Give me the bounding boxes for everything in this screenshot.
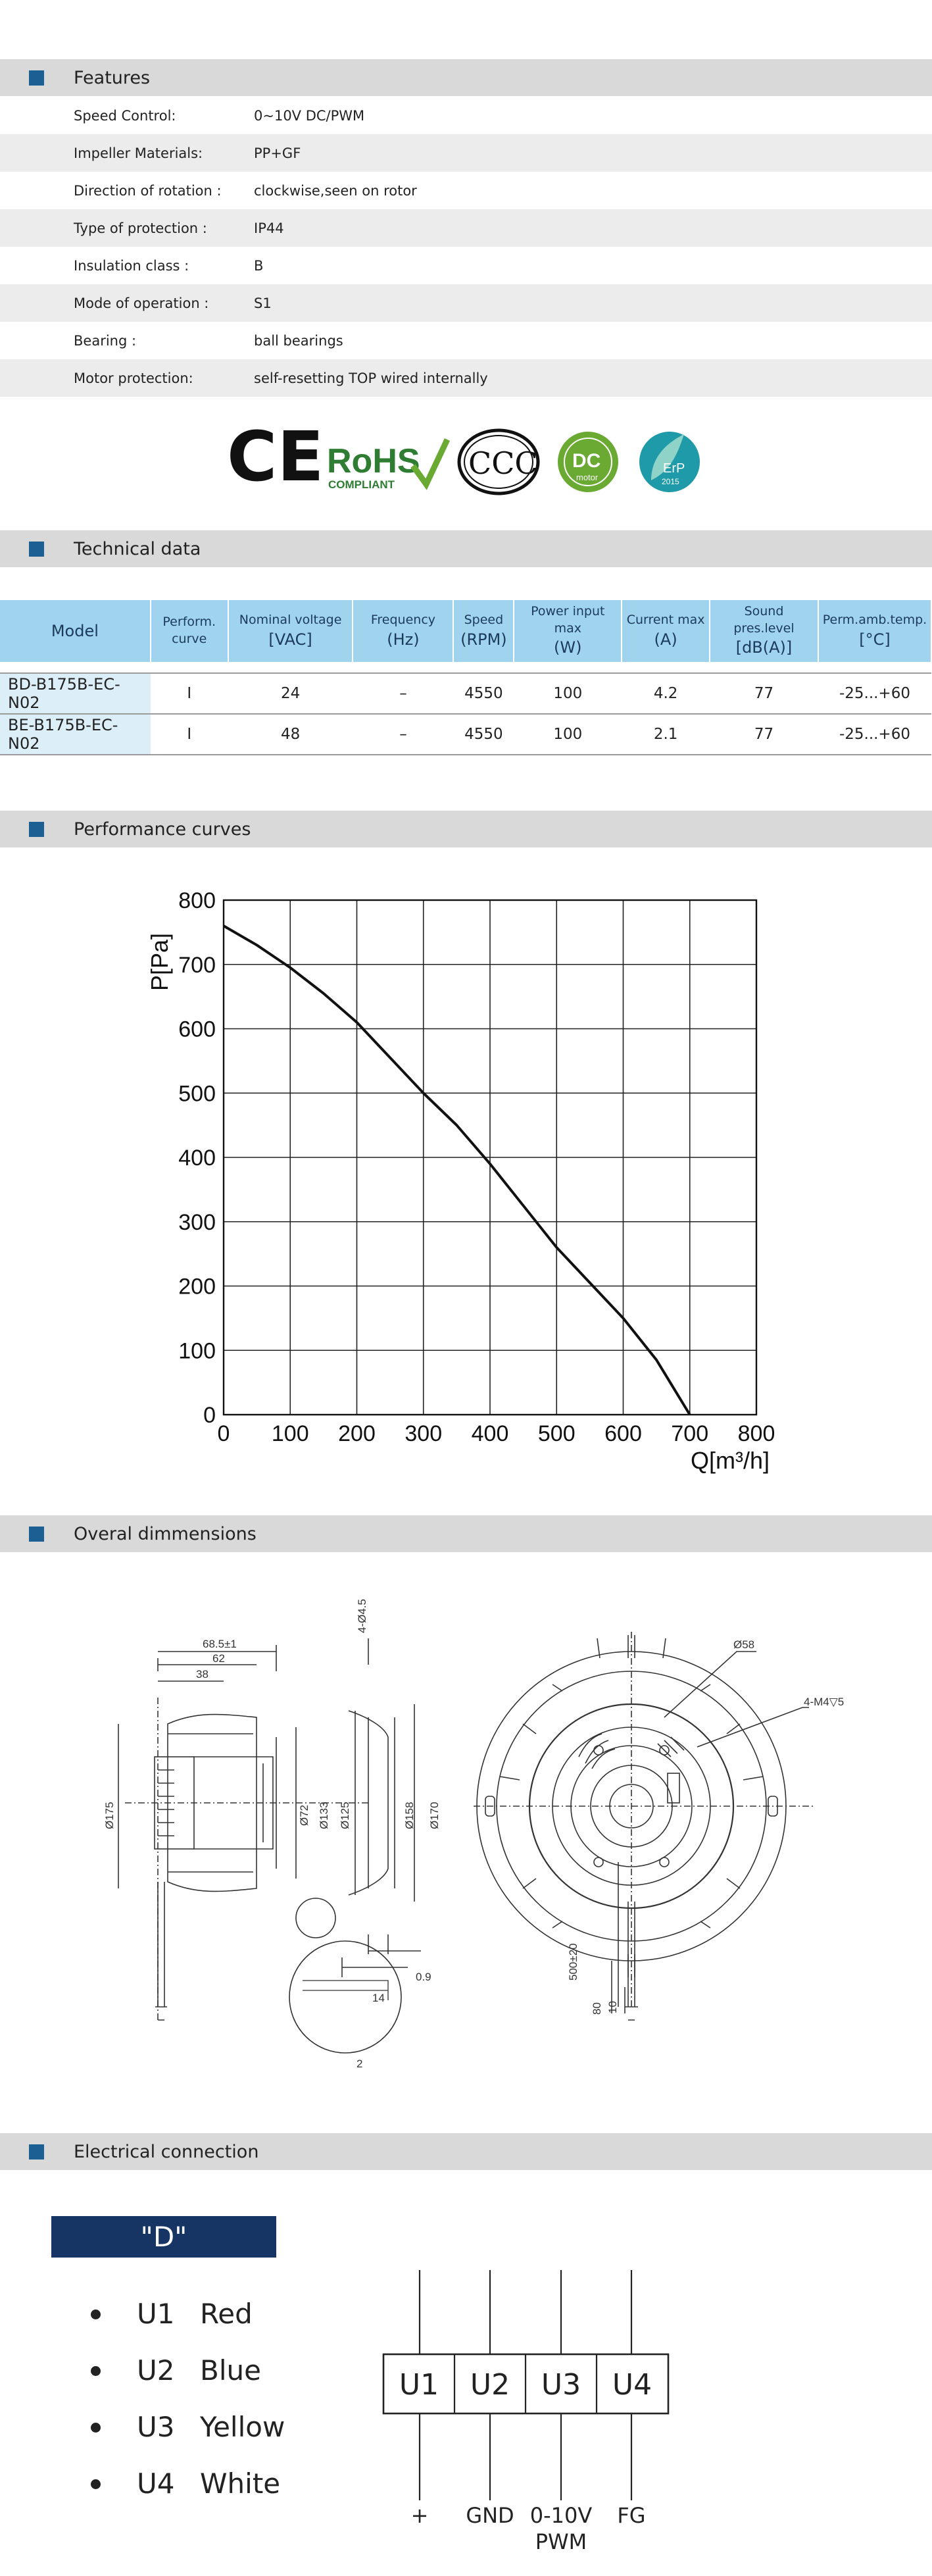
wire-color: White [200, 2467, 281, 2500]
section-title: Technical data [74, 539, 201, 559]
dimension-label: Ø72 [298, 1804, 310, 1826]
table-cell: 48 [228, 714, 353, 755]
feature-label: Mode of operation : [74, 295, 209, 311]
table-cell: 4550 [453, 673, 514, 714]
bullet-icon [91, 2310, 101, 2319]
certification-logos [0, 415, 932, 507]
feature-label: Impeller Materials: [74, 145, 203, 161]
wire-color: Blue [200, 2354, 261, 2387]
table-cell: 77 [710, 714, 818, 755]
column-header: Frequency (Hz) [353, 600, 453, 662]
front-view-drawing [474, 1632, 816, 2020]
svg-text:2015: 2015 [662, 477, 679, 486]
dimension-label: 68.5±1 [203, 1638, 237, 1650]
x-tick-label: 400 [471, 1421, 509, 1446]
column-header: Current max (A) [622, 600, 710, 662]
feature-row [0, 172, 932, 209]
column-header: Model [0, 600, 151, 662]
dimension-label: Ø170 [428, 1802, 441, 1829]
dimensions-section-header [0, 1515, 932, 1552]
dimension-label: Ø58 [733, 1638, 755, 1651]
feature-value: self-resetting TOP wired internally [254, 370, 488, 386]
table-cell: I [151, 673, 228, 714]
section-marker-icon [29, 1527, 44, 1542]
y-tick-label: 400 [178, 1146, 216, 1171]
table-cell: I [151, 714, 228, 755]
y-tick-label: 300 [178, 1209, 216, 1235]
column-header: Power input max (W) [514, 600, 622, 662]
table-cell: 100 [514, 673, 622, 714]
x-tick-label: 600 [604, 1421, 642, 1446]
connection-type-badge: "D" [51, 2216, 276, 2258]
feature-row [0, 322, 932, 359]
dimension-label: Ø125 [339, 1802, 351, 1829]
feature-label: Direction of rotation : [74, 183, 222, 199]
dimension-drawing [0, 1559, 932, 2086]
wire-color: Yellow [200, 2411, 285, 2443]
table-cell: – [353, 673, 453, 714]
signal-sublabel: PWM [535, 2529, 587, 2554]
x-tick-label: 300 [405, 1421, 443, 1446]
feature-row [0, 97, 932, 134]
feature-label: Type of protection : [74, 220, 207, 236]
performance-section-header [0, 811, 932, 847]
erp-logo-icon [639, 432, 700, 492]
y-tick-label: 0 [203, 1403, 216, 1428]
column-header: Perform. curve [151, 600, 228, 662]
dimension-label: 2 [356, 2058, 363, 2070]
x-tick-label: 800 [737, 1421, 775, 1446]
x-tick-label: 200 [338, 1421, 376, 1446]
dc-motor-logo-icon [558, 432, 618, 492]
table-row [0, 673, 931, 714]
feature-label: Insulation class : [74, 258, 189, 274]
feature-value: ball bearings [254, 333, 343, 349]
dimension-label: 62 [212, 1652, 225, 1665]
signal-label: 0-10V [529, 2503, 593, 2528]
bullet-icon [91, 2479, 101, 2489]
signal-label: GND [466, 2503, 514, 2528]
feature-row [0, 209, 932, 247]
svg-text:CCC: CCC [468, 445, 538, 481]
wire-code: U1 [137, 2298, 175, 2330]
feature-value: B [254, 258, 264, 274]
feature-value: PP+GF [254, 145, 301, 161]
y-tick-label: 100 [178, 1338, 216, 1364]
y-axis-label: P[Pa] [146, 932, 173, 992]
table-cell: 77 [710, 673, 818, 714]
svg-text:RoHS: RoHS [327, 442, 420, 480]
y-tick-label: 700 [178, 952, 216, 978]
section-marker-icon [29, 2144, 44, 2159]
section-title: Overal dimmensions [74, 1524, 257, 1544]
section-title: Electrical connection [74, 2142, 259, 2162]
technical-data-table [0, 600, 932, 755]
connection-diagram [368, 2270, 710, 2573]
column-header: Nominal voltage [VAC] [228, 600, 353, 662]
dimension-label: 0.9 [416, 1971, 431, 1983]
section-marker-icon [29, 542, 44, 557]
table-cell: 100 [514, 714, 622, 755]
y-tick-label: 600 [178, 1017, 216, 1042]
dimension-label: 14 [372, 1992, 385, 2004]
column-header: Speed (RPM) [453, 600, 514, 662]
section-marker-icon [29, 822, 44, 837]
feature-row [0, 284, 932, 322]
feature-value: clockwise,seen on rotor [254, 183, 417, 199]
electrical-section-header [0, 2133, 932, 2170]
ce-mark-icon [227, 417, 324, 497]
section-marker-icon [29, 70, 44, 86]
wire-code: U2 [137, 2354, 175, 2387]
wire-color: Red [200, 2298, 253, 2330]
table-cell: – [353, 714, 453, 755]
feature-row [0, 247, 932, 284]
feature-row [0, 134, 932, 172]
y-tick-label: 200 [178, 1274, 216, 1300]
section-title: Features [74, 68, 151, 88]
series-line [224, 926, 690, 1415]
signal-label: + [410, 2503, 429, 2528]
dimension-label: Ø175 [103, 1802, 116, 1829]
terminal-label: U2 [470, 2368, 510, 2402]
table-row [0, 714, 931, 755]
table-cell: -25...+60 [818, 714, 931, 755]
table-cell: 4550 [453, 714, 514, 755]
svg-text:DC: DC [572, 450, 601, 472]
feature-value: IP44 [254, 220, 284, 236]
svg-text:ErP: ErP [663, 461, 685, 476]
dimension-label: 10 [606, 2001, 619, 2013]
technical-section-header [0, 530, 932, 567]
x-tick-label: 700 [671, 1421, 709, 1446]
ccc-logo-icon [459, 430, 538, 493]
dimension-label: 38 [196, 1668, 208, 1680]
wire-code: U3 [137, 2411, 175, 2443]
column-header: Perm.amb.temp. [°C] [818, 600, 931, 662]
feature-value: S1 [254, 295, 272, 311]
dimension-label: Ø158 [403, 1802, 416, 1829]
section-title: Performance curves [74, 819, 251, 840]
terminal-label: U4 [612, 2368, 652, 2402]
feature-label: Bearing : [74, 333, 137, 349]
x-tick-label: 100 [271, 1421, 309, 1446]
feature-label: Speed Control: [74, 108, 176, 124]
side-view-drawing [118, 1638, 421, 2053]
table-cell: BD-B175B-EC-N02 [0, 673, 151, 714]
bullet-icon [91, 2423, 101, 2433]
table-cell: -25...+60 [818, 673, 931, 714]
wire-code: U4 [137, 2467, 175, 2500]
x-axis-label: Q[m³/h] [690, 1447, 770, 1474]
svg-text:COMPLIANT: COMPLIANT [328, 478, 395, 491]
column-header: Sound pres.level [dB(A)] [710, 600, 818, 662]
svg-text:CE: CE [227, 417, 324, 497]
x-tick-label: 500 [537, 1421, 576, 1446]
svg-text:motor: motor [576, 472, 599, 482]
bullet-icon [91, 2366, 101, 2376]
x-tick-label: 0 [217, 1421, 230, 1446]
table-cell: 4.2 [622, 673, 710, 714]
dimension-label: 500±20 [567, 1943, 579, 1981]
feature-value: 0~10V DC/PWM [254, 108, 365, 124]
dimension-label: Ø133 [318, 1802, 330, 1829]
table-cell: 2.1 [622, 714, 710, 755]
terminal-label: U3 [541, 2368, 581, 2402]
feature-label: Motor protection: [74, 370, 193, 386]
signal-label: FG [617, 2503, 646, 2528]
table-cell: BE-B175B-EC-N02 [0, 714, 151, 755]
dimension-label: 80 [591, 2002, 603, 2015]
performance-chart [0, 855, 932, 1487]
y-tick-label: 800 [178, 888, 216, 913]
feature-row [0, 359, 932, 397]
table-header-row [0, 600, 931, 662]
table-cell: 24 [228, 673, 353, 714]
terminal-label: U1 [399, 2368, 439, 2402]
dimension-label: 4-M4▽5 [804, 1696, 845, 1708]
dimension-label: 4-Ø4.5 [356, 1599, 368, 1633]
features-section-header [0, 59, 932, 96]
y-tick-label: 500 [178, 1081, 216, 1107]
rohs-logo-icon [327, 440, 447, 491]
